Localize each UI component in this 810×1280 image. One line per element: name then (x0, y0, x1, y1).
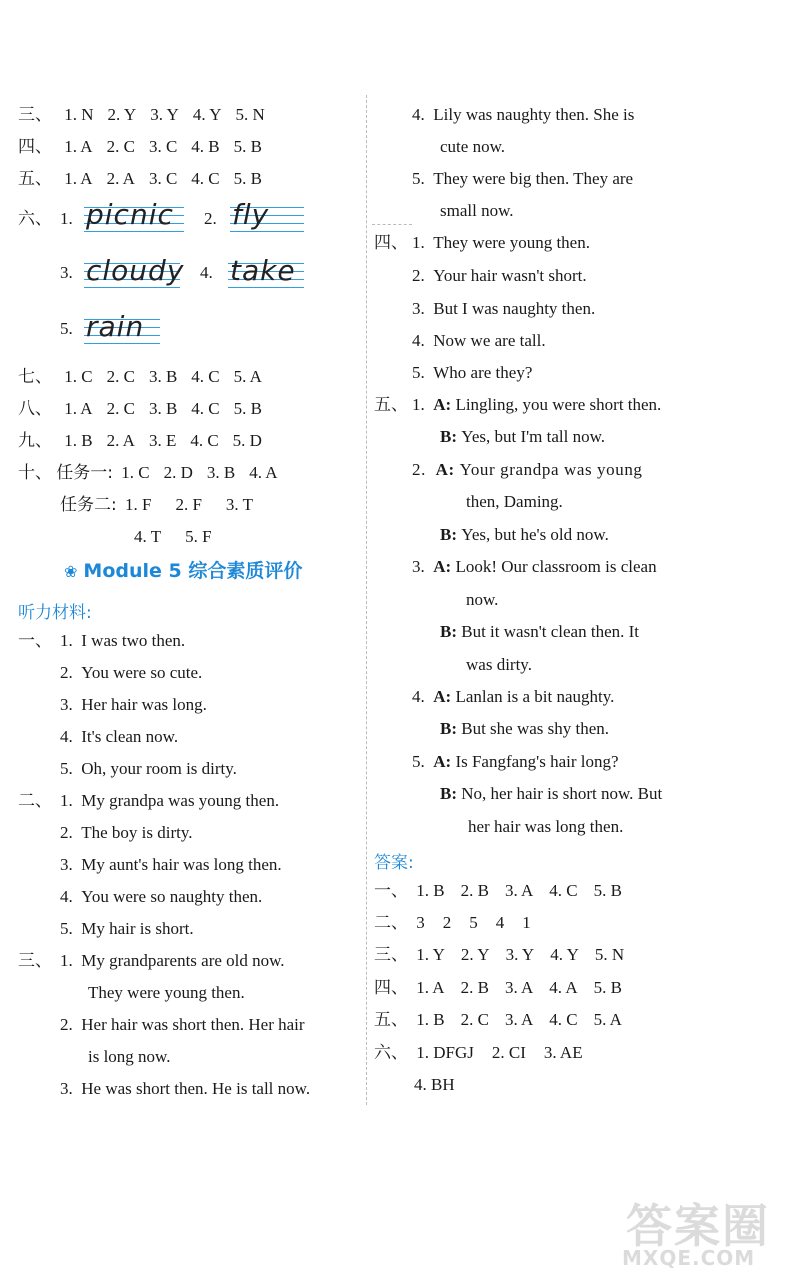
section-label: 一、 (18, 631, 52, 651)
left-ba-answers (18, 398, 262, 420)
answer-item: 3. A (504, 881, 534, 900)
answer-item: 2. Y (460, 945, 490, 964)
answer-item: 1. N (64, 105, 94, 124)
paw-icon: ❀ (64, 562, 78, 581)
watermark-text: 答案圈 (626, 1199, 770, 1253)
list-item: 4. Lily was naughty then. She is (412, 105, 635, 124)
handwritten-word: cloudy (86, 254, 185, 287)
answer-item: 4. C (191, 169, 220, 188)
left-jiu-answers (18, 430, 262, 452)
answer-item: 1. Y (416, 945, 445, 964)
answer-item: 4. C (549, 1010, 578, 1029)
left-wu-answers (18, 168, 262, 190)
answer-item: 4. C (191, 367, 220, 386)
list-item: 3. Her hair was long. (60, 695, 207, 714)
list-item: 4. You were so naughty then. (60, 887, 263, 906)
listening-label: 听力材料: (18, 603, 92, 623)
list-item-cont: is long now. (88, 1047, 171, 1066)
list-item: 3. My aunt's hair was long then. (60, 855, 282, 874)
dialogue-line: B: But it wasn't clean then. It (440, 622, 639, 641)
answer-item: 1. C (64, 367, 93, 386)
list-item: 4. It's clean now. (60, 727, 179, 746)
list-item-cont: cute now. (440, 137, 505, 156)
answers-row (374, 1009, 622, 1031)
section-label: 五、 (374, 1010, 408, 1030)
answer-row (416, 1009, 622, 1031)
section-label: 三、 (18, 951, 52, 971)
answer-item: 4. T (134, 527, 162, 546)
handwriting-box (84, 200, 184, 236)
list-item: 3. But I was naughty then. (412, 299, 596, 318)
answer-item: 3. E (148, 431, 177, 450)
answer-item: 2. C (106, 367, 135, 386)
answer-item: 1. B (64, 431, 93, 450)
answer-item: 4. C (549, 881, 578, 900)
answer-item: 1. C (121, 463, 150, 482)
answer-row (416, 1042, 582, 1064)
handwriting-box (228, 256, 304, 292)
list-item: 5. My hair is short. (60, 919, 194, 938)
dialogue-line: B: Yes, but I'm tall now. (440, 427, 606, 446)
left-si-answers (18, 136, 262, 158)
section-label: 四、 (374, 978, 408, 998)
answer-item: 4. Y (192, 105, 222, 124)
answer-item: 2 (442, 913, 452, 932)
answer-item: 3. C (148, 137, 178, 156)
answer-item: 5. B (233, 399, 262, 418)
divider-line (372, 224, 412, 225)
answer-row (121, 462, 277, 484)
answer-row (64, 104, 265, 126)
handwritten-word: take (230, 254, 296, 287)
item-number: 4. (200, 263, 213, 282)
item-number: 3. (60, 263, 73, 282)
section-label: 九、 (18, 431, 52, 451)
list-item-cont: small now. (440, 201, 514, 220)
answer-item: 5. B (233, 169, 262, 188)
answer-item: 3. B (206, 463, 236, 482)
answers-row (374, 1042, 583, 1064)
answer-item: 4. Y (550, 945, 579, 964)
answer-item: 1. F (124, 495, 152, 514)
answers-row (374, 880, 622, 902)
section-label: 四、 (374, 233, 408, 253)
list-item: 3. He was short then. He is tall now. (60, 1079, 311, 1098)
section-label: 五、 (18, 169, 52, 189)
answers-row (374, 977, 622, 999)
answer-item: 2. F (175, 495, 202, 514)
answer-item: 3. Y (505, 945, 535, 964)
answer-item: 1. B (416, 881, 445, 900)
answer-item: 3. A (504, 978, 534, 997)
section-label: 二、 (374, 913, 408, 933)
answer-row (64, 366, 262, 388)
answer-item: 4 (495, 913, 505, 932)
item-number: 5. (60, 319, 73, 338)
left-shi-task1 (18, 462, 278, 484)
section-label: 十、 (18, 463, 52, 483)
dialogue-line: 2. A: Your grandpa was young (412, 460, 643, 479)
list-item: 5. They were big then. They are (412, 169, 634, 188)
answer-item: 2. D (163, 463, 193, 482)
answer-row (416, 944, 624, 966)
answer-item: 1. DFGJ (416, 1043, 474, 1062)
answer-item: 2. C (460, 1010, 489, 1029)
answer-row (416, 880, 622, 902)
answer-item: 2. B (460, 881, 489, 900)
answers-label: 答案: (374, 853, 414, 873)
answer-row (64, 398, 262, 420)
item-number: 2. (204, 209, 217, 228)
section-label: 八、 (18, 399, 52, 419)
dialogue-line: 5. A: Is Fangfang's hair long? (412, 752, 619, 771)
answer-item: 2. CI (491, 1043, 526, 1062)
answer-item: 1 (522, 913, 531, 932)
answer-row (134, 526, 212, 548)
answer-item: 2. A (106, 431, 135, 450)
watermark-url: MXQE.COM (622, 1246, 756, 1270)
list-item: 5. Who are they? (412, 363, 533, 382)
dialogue-line: 4. A: Lanlan is a bit naughty. (412, 687, 615, 706)
section-label: 三、 (374, 945, 408, 965)
answer-item: 4. B (191, 137, 220, 156)
section-label: 一、 (374, 881, 408, 901)
answer-item: 1. A (64, 137, 93, 156)
dialogue-line-cont: then, Daming. (466, 492, 563, 511)
answer-item: 5 (469, 913, 478, 932)
list-item: 2. Her hair was short then. Her hair (60, 1015, 305, 1034)
list-item: 2. Your hair wasn't short. (412, 266, 587, 285)
dialogue-line-cont: her hair was long then. (468, 817, 624, 836)
answer-item: 5. F (185, 527, 212, 546)
answer-row (416, 977, 622, 999)
answer-item: 3. B (148, 367, 178, 386)
list-item: 4. Now we are tall. (412, 331, 546, 350)
answers-row (374, 912, 531, 934)
answer-row (64, 168, 262, 190)
section-label: 六、 (18, 209, 52, 229)
answer-item: 4. A (549, 978, 578, 997)
list-item: 1. My grandparents are old now. (60, 951, 285, 970)
answer-row (64, 430, 262, 452)
answer-item: 5. B (593, 978, 622, 997)
answer-item: 3. A (504, 1010, 534, 1029)
dialogue-line: B: No, her hair is short now. But (440, 784, 663, 803)
section-label: 六、 (374, 1043, 408, 1063)
answer-item: 3. B (148, 399, 178, 418)
answer-item: 3 (416, 913, 425, 932)
answer-item: 5. B (233, 137, 262, 156)
answer-item: 5. D (232, 431, 262, 450)
answer-item: 1. A (64, 399, 93, 418)
answer-item: 1. A (416, 978, 445, 997)
handwritten-word: fly (232, 198, 270, 231)
dialogue-line: B: Yes, but he's old now. (440, 525, 609, 544)
handwritten-word: rain (86, 310, 145, 343)
list-item: 1. I was two then. (60, 631, 186, 650)
answer-item: 4. C (190, 431, 219, 450)
section-label: 五、 (374, 395, 408, 415)
section-label: 四、 (18, 137, 52, 157)
answer-item: 1. B (416, 1010, 445, 1029)
left-san-answers (18, 104, 265, 126)
task-label: 任务一: (56, 463, 113, 483)
list-item: 2. The boy is dirty. (60, 823, 193, 842)
answer-item: 2. B (460, 978, 489, 997)
answer-item: 5. N (235, 105, 265, 124)
handwriting-box (84, 254, 185, 292)
list-item: 2. You were so cute. (60, 663, 203, 682)
list-item: 5. Oh, your room is dirty. (60, 759, 237, 778)
answer-item: 3. C (148, 169, 178, 188)
section-label: 二、 (18, 791, 52, 811)
answer-item: 3. AE (543, 1043, 583, 1062)
handwriting-box (230, 200, 304, 236)
answer-item: 3. Y (150, 105, 179, 124)
section-label: 三、 (18, 105, 52, 125)
answers-row (374, 944, 624, 966)
dialogue-line-cont: now. (466, 590, 499, 609)
answer-item: 2. A (106, 169, 135, 188)
answer-item: 2. C (106, 137, 135, 156)
answer-item: 2. C (106, 399, 135, 418)
answer-item: 5. A (593, 1010, 622, 1029)
task-label: 任务二: (60, 495, 117, 515)
left-shi-task2 (60, 494, 253, 516)
section-label: 七、 (18, 367, 52, 387)
dialogue-line: 3. A: Look! Our classroom is clean (412, 557, 657, 576)
column-divider (366, 95, 367, 1105)
list-item-cont: They were young then. (88, 983, 245, 1002)
left-qi-answers (18, 366, 262, 388)
module-title (64, 556, 302, 583)
answer-item: 2. Y (107, 105, 137, 124)
handwriting-box (84, 312, 160, 348)
list-item: 1. They were young then. (412, 233, 590, 252)
answer-row (125, 494, 253, 516)
watermark-logo (620, 1190, 800, 1270)
handwritten-word: picnic (86, 198, 174, 231)
dialogue-line: B: But she was shy then. (440, 719, 610, 738)
answer-item: 4. BH (414, 1075, 455, 1094)
answer-item: 4. A (249, 463, 278, 482)
answer-row (64, 136, 262, 158)
answer-item: 5. N (594, 945, 625, 964)
answer-row (416, 912, 531, 934)
list-item: 1. My grandpa was young then. (60, 791, 280, 810)
dialogue-line-cont: was dirty. (466, 655, 532, 674)
answer-item: 3. T (225, 495, 253, 514)
item-number: 1. (60, 209, 73, 228)
answer-item: 4. C (191, 399, 220, 418)
answer-item: 5. B (593, 881, 622, 900)
answer-item: 1. A (64, 169, 93, 188)
answer-item: 5. A (233, 367, 262, 386)
dialogue-line: 1. A: Lingling, you were short then. (412, 395, 662, 414)
module-title-text: Module 5 综合素质评价 (83, 560, 303, 582)
